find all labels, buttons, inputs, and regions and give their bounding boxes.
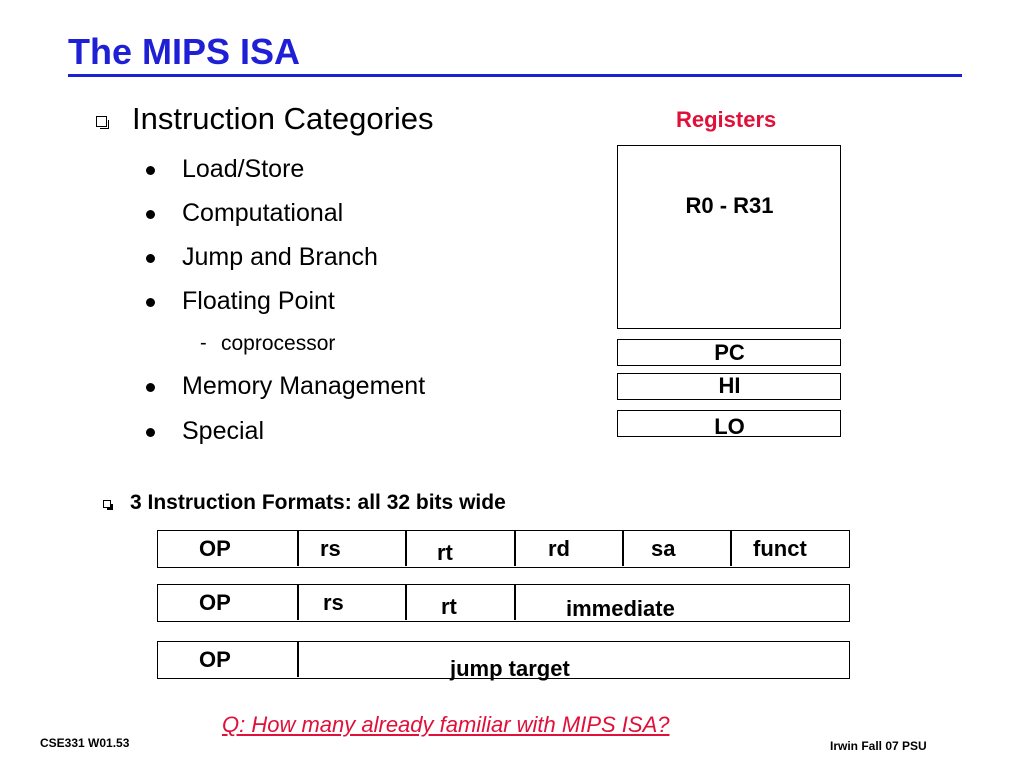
- pc-register-label: PC: [714, 340, 745, 365]
- category-special: Special: [182, 417, 264, 445]
- j-op-field: OP: [199, 647, 231, 672]
- r-rd-field: rd: [548, 536, 570, 561]
- r-funct-field: funct: [753, 536, 807, 561]
- square-bullet-icon: [103, 500, 111, 508]
- field-divider: [297, 641, 299, 677]
- slide-title: The MIPS ISA: [68, 31, 301, 72]
- r-rt-field: rt: [437, 540, 453, 565]
- field-divider: [622, 530, 624, 566]
- r-rs-field: rs: [320, 536, 341, 561]
- bullet-dot-icon: [146, 210, 155, 219]
- category-computational: Computational: [182, 199, 344, 227]
- r-op-field: OP: [199, 536, 231, 561]
- bullet-dot-icon: [146, 254, 155, 263]
- category-load-store: Load/Store: [182, 155, 305, 183]
- i-rt-field: rt: [441, 594, 457, 619]
- field-divider: [730, 530, 732, 566]
- lo-register-label: LO: [714, 414, 745, 439]
- square-bullet-icon: [96, 116, 107, 127]
- instruction-formats-heading: 3 Instruction Formats: all 32 bits wide: [130, 491, 506, 514]
- subcategory-coprocessor: coprocessor: [221, 332, 336, 355]
- i-type-format-box: [157, 584, 850, 622]
- hi-register-label: HI: [718, 373, 741, 398]
- bullet-dot-icon: [146, 298, 155, 307]
- r-sa-field: sa: [651, 536, 676, 561]
- title-underline: [68, 74, 962, 77]
- bullet-dot-icon: [146, 383, 155, 392]
- familiarity-question: Q: How many already familiar with MIPS ISA?: [222, 712, 670, 737]
- register-file-label: R0 - R31: [685, 193, 774, 218]
- i-immediate-field: immediate: [566, 596, 675, 621]
- register-file-box: [617, 145, 841, 329]
- field-divider: [405, 584, 407, 620]
- footer-author: Irwin Fall 07 PSU: [830, 739, 927, 753]
- category-jump-branch: Jump and Branch: [182, 243, 378, 271]
- r-type-format-box: [157, 530, 850, 568]
- field-divider: [297, 530, 299, 566]
- bullet-dot-icon: [146, 166, 155, 175]
- category-memory-management: Memory Management: [182, 372, 426, 400]
- field-divider: [514, 584, 516, 620]
- j-jump-target-field: jump target: [450, 656, 570, 681]
- dash-bullet: -: [200, 332, 207, 354]
- instruction-categories-heading: Instruction Categories: [132, 101, 434, 136]
- bullet-dot-icon: [146, 428, 155, 437]
- registers-label: Registers: [676, 107, 777, 132]
- field-divider: [297, 584, 299, 620]
- footer-course-code: CSE331 W01.53: [40, 736, 130, 750]
- i-rs-field: rs: [323, 590, 344, 615]
- field-divider: [514, 530, 516, 566]
- category-floating-point: Floating Point: [182, 287, 335, 315]
- field-divider: [405, 530, 407, 566]
- i-op-field: OP: [199, 590, 231, 615]
